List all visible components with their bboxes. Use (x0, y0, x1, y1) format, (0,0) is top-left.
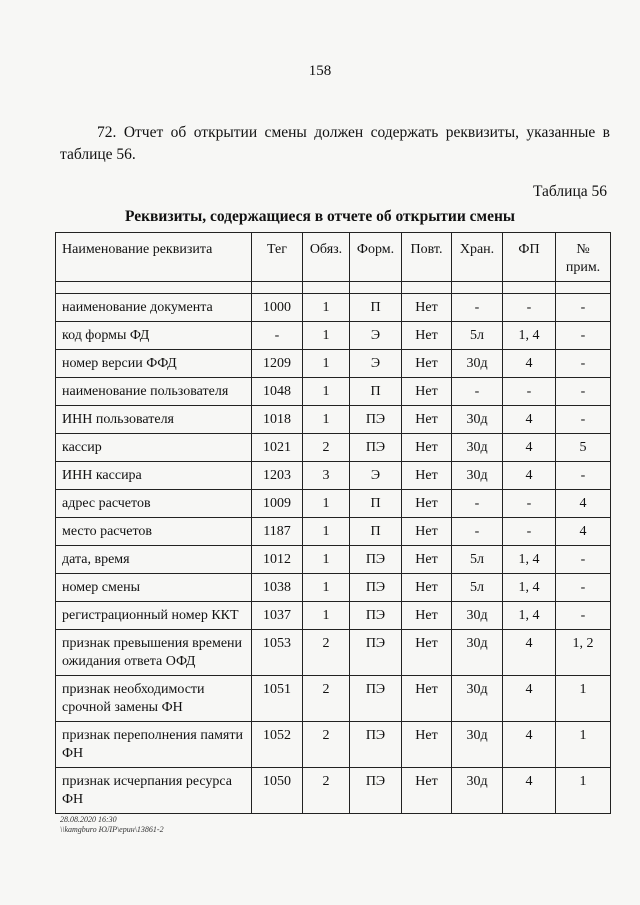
table-cell: П (350, 378, 402, 406)
table-cell: - (556, 602, 611, 630)
table-cell: 1 (303, 406, 350, 434)
table-cell: Нет (402, 768, 452, 814)
table-cell: 1203 (252, 462, 303, 490)
table-cell: П (350, 294, 402, 322)
requisite-name-cell: признак необходимости срочной замены ФН (56, 676, 252, 722)
table-cell: 30д (452, 350, 503, 378)
table-cell: 1021 (252, 434, 303, 462)
table-cell: 1 (303, 602, 350, 630)
table-row (56, 322, 611, 350)
table-body (56, 294, 611, 814)
table-row (56, 546, 611, 574)
table-cell: 1 (303, 350, 350, 378)
requisite-name-cell: наименование пользователя (56, 378, 252, 406)
table-cell: 1052 (252, 722, 303, 768)
table-cell: Нет (402, 574, 452, 602)
table-cell: - (556, 462, 611, 490)
intro-paragraph: 72. Отчет об открытии смены должен содержать реквизиты, указанные в таблице 56. (60, 124, 610, 163)
table-cell: ПЭ (350, 768, 402, 814)
table-cell: 1 (303, 574, 350, 602)
requisite-name-cell: ИНН пользователя (56, 406, 252, 434)
table-cell: 1009 (252, 490, 303, 518)
table-cell: 1053 (252, 630, 303, 676)
table-cell: 2 (303, 630, 350, 676)
header-spacer (56, 282, 611, 294)
footer-path: \\kamgburo ЮЛР\ерин\13861-2 (60, 825, 164, 834)
table-cell: Нет (402, 434, 452, 462)
table-cell: ПЭ (350, 574, 402, 602)
table-cell: 5л (452, 322, 503, 350)
table-row (56, 768, 611, 814)
table-cell: - (452, 490, 503, 518)
table-cell: Нет (402, 518, 452, 546)
table-cell: - (503, 490, 556, 518)
table-cell: - (556, 322, 611, 350)
table-title: Реквизиты, содержащиеся в отчете об открытии смены (124, 208, 516, 225)
table-cell: Э (350, 462, 402, 490)
table-cell: 1 (303, 294, 350, 322)
table-cell: 1038 (252, 574, 303, 602)
table-row (56, 630, 611, 676)
requisite-name-cell: регистрационный номер ККТ (56, 602, 252, 630)
table-cell: 1 (556, 768, 611, 814)
table-header-row (56, 233, 611, 282)
table-label: Таблица 56 (532, 183, 607, 200)
table-cell: - (556, 350, 611, 378)
table-cell: Нет (402, 722, 452, 768)
table-row (56, 434, 611, 462)
table-cell: 1 (303, 490, 350, 518)
table-cell: 1037 (252, 602, 303, 630)
table-cell: 2 (303, 768, 350, 814)
table-cell: 30д (452, 602, 503, 630)
table-cell: 4 (503, 462, 556, 490)
table-row (56, 350, 611, 378)
requisite-name-cell: признак переполнения памяти ФН (56, 722, 252, 768)
table-row (56, 518, 611, 546)
table-cell: 30д (452, 676, 503, 722)
table-cell: 1 (556, 676, 611, 722)
table-cell: - (556, 406, 611, 434)
column-header: ФП (503, 233, 556, 282)
table-cell: 1 (556, 722, 611, 768)
table-cell: 1048 (252, 378, 303, 406)
table-cell: 4 (503, 722, 556, 768)
requisite-name-cell: дата, время (56, 546, 252, 574)
table-cell: 1, 4 (503, 322, 556, 350)
column-header: Форм. (350, 233, 402, 282)
table-cell: - (452, 294, 503, 322)
table-cell: 4 (503, 768, 556, 814)
requisite-name-cell: номер смены (56, 574, 252, 602)
table-cell: 30д (452, 630, 503, 676)
table-cell: - (503, 518, 556, 546)
requisite-name-cell: ИНН кассира (56, 462, 252, 490)
table-cell: Нет (402, 406, 452, 434)
table-cell: 5 (556, 434, 611, 462)
table-row (56, 490, 611, 518)
table-cell: 1, 4 (503, 574, 556, 602)
requisite-name-cell: признак превышения времени ожидания ответа ОФД (56, 630, 252, 676)
column-header: Хран. (452, 233, 503, 282)
table-cell: - (556, 574, 611, 602)
table-row (56, 378, 611, 406)
table-cell: 2 (303, 676, 350, 722)
requisites-table (55, 232, 611, 814)
table-cell: Э (350, 350, 402, 378)
table-cell: ПЭ (350, 546, 402, 574)
table-cell: 1 (303, 546, 350, 574)
table-cell: 1 (303, 378, 350, 406)
requisite-name-cell: кассир (56, 434, 252, 462)
requisite-name-cell: адрес расчетов (56, 490, 252, 518)
table-cell: 1050 (252, 768, 303, 814)
table-row (56, 462, 611, 490)
table-cell: Нет (402, 294, 452, 322)
table-cell: ПЭ (350, 630, 402, 676)
column-header: № прим. (556, 233, 611, 282)
requisite-name-cell: код формы ФД (56, 322, 252, 350)
table-cell: 4 (503, 406, 556, 434)
table-row (56, 406, 611, 434)
table-cell: П (350, 518, 402, 546)
table-cell: ПЭ (350, 722, 402, 768)
table-row (56, 574, 611, 602)
table-cell: 1 (303, 518, 350, 546)
table-cell: - (503, 294, 556, 322)
table-cell: Нет (402, 602, 452, 630)
table-cell: 1, 4 (503, 546, 556, 574)
table-row (56, 294, 611, 322)
table-cell: 4 (556, 490, 611, 518)
table-cell: 30д (452, 434, 503, 462)
table-cell: ПЭ (350, 676, 402, 722)
table-cell: 5л (452, 574, 503, 602)
table-cell: - (503, 378, 556, 406)
table-cell: Нет (402, 350, 452, 378)
table-cell: ПЭ (350, 602, 402, 630)
table-cell: 2 (303, 722, 350, 768)
requisite-name-cell: наименование документа (56, 294, 252, 322)
table-cell: 1 (303, 322, 350, 350)
table-cell: - (252, 322, 303, 350)
table-row (56, 602, 611, 630)
table-cell: 3 (303, 462, 350, 490)
table-cell: Нет (402, 490, 452, 518)
table-cell: 4 (503, 434, 556, 462)
table-cell: 1051 (252, 676, 303, 722)
document-footer (60, 815, 164, 835)
table-cell: ПЭ (350, 406, 402, 434)
table-cell: Нет (402, 546, 452, 574)
table-cell: Нет (402, 676, 452, 722)
table-cell: 4 (503, 676, 556, 722)
table-row (56, 676, 611, 722)
table-cell: 4 (503, 630, 556, 676)
table-cell: 30д (452, 462, 503, 490)
table-cell: 5л (452, 546, 503, 574)
table-cell: 4 (503, 350, 556, 378)
table-cell: 1012 (252, 546, 303, 574)
table-cell: 1187 (252, 518, 303, 546)
table-cell: - (556, 294, 611, 322)
table-cell: - (452, 518, 503, 546)
requisite-name-cell: номер версии ФФД (56, 350, 252, 378)
table-cell: 1, 2 (556, 630, 611, 676)
table-cell: 30д (452, 722, 503, 768)
table-cell: 4 (556, 518, 611, 546)
table-cell: 1209 (252, 350, 303, 378)
table-cell: 30д (452, 768, 503, 814)
table-row (56, 722, 611, 768)
table-cell: 30д (452, 406, 503, 434)
table-cell: Нет (402, 462, 452, 490)
table-cell: 1, 4 (503, 602, 556, 630)
footer-timestamp: 28.08.2020 16:30 (60, 815, 117, 824)
column-header: Обяз. (303, 233, 350, 282)
table-cell: Нет (402, 378, 452, 406)
column-header: Повт. (402, 233, 452, 282)
table-cell: - (556, 546, 611, 574)
requisite-name-cell: место расчетов (56, 518, 252, 546)
table-cell: ПЭ (350, 434, 402, 462)
table-cell: - (452, 378, 503, 406)
page-number: 158 (308, 63, 332, 79)
table-cell: 2 (303, 434, 350, 462)
table-cell: 1000 (252, 294, 303, 322)
table-cell: Э (350, 322, 402, 350)
table-cell: Нет (402, 630, 452, 676)
table-cell: - (556, 378, 611, 406)
requisite-name-cell: признак исчерпания ресурса ФН (56, 768, 252, 814)
table-cell: Нет (402, 322, 452, 350)
column-header: Наименование реквизита (56, 233, 252, 282)
column-header: Тег (252, 233, 303, 282)
table-cell: 1018 (252, 406, 303, 434)
table-cell: П (350, 490, 402, 518)
